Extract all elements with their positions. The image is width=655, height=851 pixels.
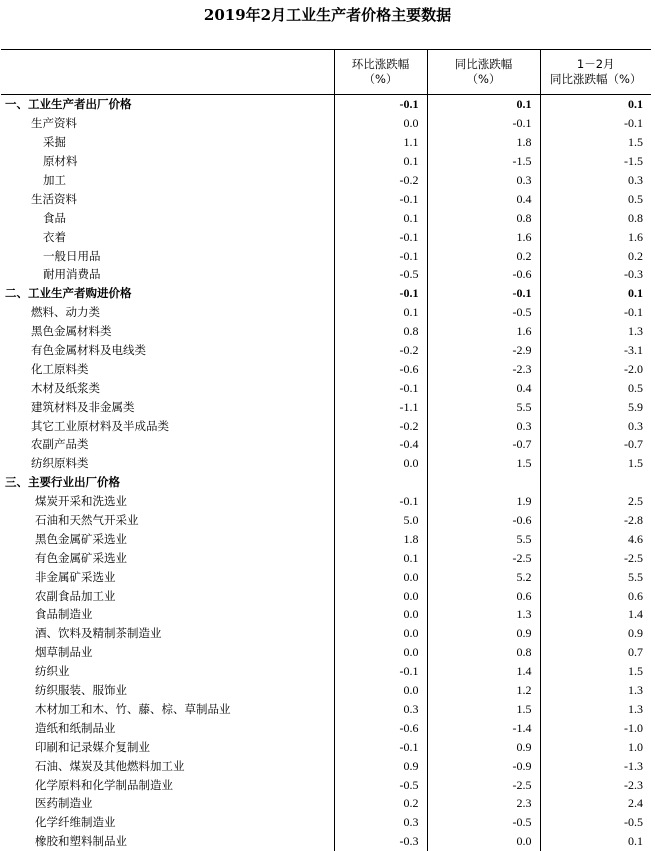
row-label: 其它工业原材料及半成品类 [31,418,169,433]
row-label: 二、工业生产者购进价格 [5,286,132,301]
mom-value [334,473,427,492]
table-row [1,511,651,530]
row-label: 医药制造业 [35,796,93,811]
table-row [1,416,651,435]
table-body [1,95,651,851]
yoy-value: 5.2 [427,567,540,586]
yoy-value: -2.3 [427,359,540,378]
table-row [1,189,651,208]
yoy-value: 0.9 [427,737,540,756]
ytd-value: -1.3 [540,756,651,775]
ytd-value: -0.7 [540,435,651,454]
table-row [1,586,651,605]
mom-value: 0.0 [334,643,427,662]
mom-value: -0.5 [334,265,427,284]
yoy-value: 0.6 [427,586,540,605]
row-label: 食品 [43,210,66,225]
mom-value: 0.0 [334,567,427,586]
mom-value: 0.0 [334,454,427,473]
ytd-value: 4.6 [540,529,651,548]
mom-value: 0.0 [334,586,427,605]
table-row [1,133,651,152]
row-label: 化学原料和化学制品制造业 [35,777,173,792]
ytd-value: -3.1 [540,341,651,360]
mom-value: -0.1 [334,95,427,114]
yoy-value: 2.3 [427,794,540,813]
yoy-value: 0.0 [427,832,540,851]
yoy-value: -2.5 [427,548,540,567]
row-label: 酒、饮料及精制茶制造业 [35,626,162,641]
table-row [1,492,651,511]
row-label: 纺织原料类 [31,456,89,471]
ytd-value: -1.5 [540,152,651,171]
header-ytd-label: 1－2月 [576,57,615,71]
table-row [1,718,651,737]
mom-value: 0.1 [334,152,427,171]
mom-value: -0.2 [334,171,427,190]
table-row [1,473,651,492]
row-label: 煤炭开采和洗选业 [35,494,127,509]
yoy-value: 0.1 [427,95,540,114]
yoy-value: 1.3 [427,605,540,624]
yoy-value: -0.5 [427,813,540,832]
row-label: 黑色金属材料类 [31,324,112,339]
mom-value: -0.1 [334,227,427,246]
mom-value: -0.1 [334,246,427,265]
ytd-value: 2.5 [540,492,651,511]
ytd-value: 0.5 [540,189,651,208]
yoy-value: -0.1 [427,284,540,303]
mom-value: 5.0 [334,511,427,530]
mom-value: -0.5 [334,775,427,794]
yoy-value: 0.4 [427,189,540,208]
row-label: 石油和天然气开采业 [35,513,139,528]
ytd-value: 1.3 [540,700,651,719]
header-yoy-unit: （%） [466,72,501,86]
header-yoy [427,50,540,95]
ytd-value: 1.5 [540,133,651,152]
header-yoy-label: 同比涨跌幅 [454,57,513,71]
mom-value: 0.0 [334,624,427,643]
yoy-value: 0.3 [427,171,540,190]
yoy-value: -0.5 [427,303,540,322]
row-label: 造纸和纸制品业 [35,720,116,735]
ytd-value: 1.5 [540,454,651,473]
table-row [1,284,651,303]
table-row [1,95,651,114]
mom-value: -0.2 [334,416,427,435]
mom-value: -0.6 [334,359,427,378]
row-label: 木材及纸浆类 [31,380,100,395]
mom-value: 0.1 [334,548,427,567]
ytd-value [540,473,651,492]
table-row [1,171,651,190]
ytd-value: 0.1 [540,95,651,114]
row-label: 化学纤维制造业 [35,815,116,830]
table-row [1,529,651,548]
header-ytd [540,50,651,95]
row-label: 三、主要行业出厂价格 [5,475,120,490]
row-label: 衣着 [43,229,66,244]
mom-value: 0.8 [334,322,427,341]
table-row [1,832,651,851]
table-row [1,624,651,643]
yoy-value: -0.6 [427,511,540,530]
mom-value: 0.1 [334,208,427,227]
table-row [1,567,651,586]
yoy-value: -2.5 [427,775,540,794]
yoy-value: 1.6 [427,227,540,246]
ytd-value: -1.0 [540,718,651,737]
yoy-value: -0.1 [427,114,540,133]
row-label: 农副产品类 [31,437,89,452]
mom-value: -0.1 [334,662,427,681]
table-row [1,303,651,322]
ytd-value: 0.6 [540,586,651,605]
yoy-value: 0.8 [427,643,540,662]
header-ytd-unit: 同比涨跌幅（%） [550,72,642,86]
table-row [1,322,651,341]
mom-value: 0.1 [334,303,427,322]
yoy-value: -2.9 [427,341,540,360]
table-row [1,397,651,416]
row-label: 一、工业生产者出厂价格 [5,97,132,112]
ytd-value: -0.1 [540,303,651,322]
table-row [1,265,651,284]
mom-value: 1.1 [334,133,427,152]
table-row [1,737,651,756]
ytd-value: 0.3 [540,416,651,435]
yoy-value: 5.5 [427,529,540,548]
yoy-value: -0.6 [427,265,540,284]
row-label: 纺织服装、服饰业 [35,683,127,698]
ytd-value: 0.9 [540,624,651,643]
table-row [1,246,651,265]
yoy-value: 1.6 [427,322,540,341]
ytd-value: -2.8 [540,511,651,530]
yoy-value: -1.5 [427,152,540,171]
table-row [1,605,651,624]
ytd-value: 0.1 [540,832,651,851]
ytd-value: -2.0 [540,359,651,378]
mom-value: -0.1 [334,737,427,756]
table-row [1,681,651,700]
ytd-value: 0.8 [540,208,651,227]
mom-value: 0.9 [334,756,427,775]
table-row [1,662,651,681]
yoy-value: -0.9 [427,756,540,775]
mom-value: -0.1 [334,492,427,511]
ytd-value: 5.5 [540,567,651,586]
yoy-value: 1.9 [427,492,540,511]
ytd-value: -0.5 [540,813,651,832]
mom-value: 0.0 [334,605,427,624]
page-title: 2019年2月工业生产者价格主要数据 [203,6,452,24]
row-label: 农副食品加工业 [35,588,116,603]
row-label: 有色金属材料及电线类 [31,343,146,358]
table-row [1,435,651,454]
mom-value: 0.3 [334,700,427,719]
ytd-value: -0.3 [540,265,651,284]
table-header-row [1,50,651,95]
yoy-value: 1.2 [427,681,540,700]
ytd-value: 1.3 [540,322,651,341]
row-label: 生活资料 [31,191,77,206]
yoy-value: -1.4 [427,718,540,737]
row-label: 一般日用品 [43,248,101,263]
mom-value: -0.1 [334,284,427,303]
ytd-value: 0.3 [540,171,651,190]
row-label: 非金属矿采选业 [35,569,116,584]
mom-value: -0.1 [334,378,427,397]
ytd-value: 2.4 [540,794,651,813]
table-row [1,643,651,662]
mom-value: 0.0 [334,681,427,700]
ytd-value: 1.3 [540,681,651,700]
row-label: 耐用消费品 [43,267,101,282]
ytd-value: 1.5 [540,662,651,681]
row-label: 生产资料 [31,116,77,131]
row-label: 黑色金属矿采选业 [35,531,127,546]
table-row [1,227,651,246]
table-row [1,378,651,397]
mom-value: 0.0 [334,114,427,133]
table-row [1,756,651,775]
ytd-value: 1.4 [540,605,651,624]
table-row [1,794,651,813]
row-label: 采掘 [43,135,66,150]
yoy-value: 1.5 [427,454,540,473]
row-label: 化工原料类 [31,361,89,376]
yoy-value: 0.3 [427,416,540,435]
table-row [1,700,651,719]
table-row [1,813,651,832]
ytd-value: 0.5 [540,378,651,397]
table-row [1,208,651,227]
price-data-table [1,49,651,851]
mom-value: -0.3 [334,832,427,851]
row-label: 有色金属矿采选业 [35,550,127,565]
ytd-value: 1.6 [540,227,651,246]
mom-value: -0.4 [334,435,427,454]
row-label: 橡胶和塑料制品业 [35,834,127,849]
row-label: 加工 [43,173,66,187]
mom-value: -1.1 [334,397,427,416]
yoy-value: 5.5 [427,397,540,416]
table-row [1,341,651,360]
table-row [1,775,651,794]
mom-value: 0.3 [334,813,427,832]
row-label: 木材加工和木、竹、藤、棕、草制品业 [35,701,231,716]
ytd-value: -2.3 [540,775,651,794]
mom-value: -0.6 [334,718,427,737]
ytd-value: -2.5 [540,548,651,567]
table-row [1,114,651,133]
row-label: 印刷和记录媒介复制业 [35,739,150,754]
row-label: 纺织业 [35,664,70,679]
yoy-value: 1.4 [427,662,540,681]
row-label: 燃料、动力类 [31,305,100,320]
header-item [1,50,334,95]
ytd-value: 0.1 [540,284,651,303]
ytd-value: 1.0 [540,737,651,756]
yoy-value [427,473,540,492]
table-row [1,548,651,567]
row-label: 食品制造业 [35,607,93,622]
ytd-value: -0.1 [540,114,651,133]
row-label: 石油、煤炭及其他燃料加工业 [35,758,185,773]
mom-value: -0.1 [334,189,427,208]
ytd-value: 5.9 [540,397,651,416]
header-mom [334,50,427,95]
yoy-value: 0.8 [427,208,540,227]
yoy-value: 0.9 [427,624,540,643]
table-row [1,359,651,378]
header-mom-unit: （%） [363,72,398,86]
row-label: 烟草制品业 [35,645,93,660]
ytd-value: 0.2 [540,246,651,265]
yoy-value: -0.7 [427,435,540,454]
table-row [1,454,651,473]
yoy-value: 1.5 [427,700,540,719]
header-mom-label: 环比涨跌幅 [351,57,410,71]
yoy-value: 0.2 [427,246,540,265]
mom-value: 1.8 [334,529,427,548]
yoy-value: 1.8 [427,133,540,152]
row-label: 建筑材料及非金属类 [31,399,135,414]
mom-value: 0.2 [334,794,427,813]
mom-value: -0.2 [334,341,427,360]
ytd-value: 0.7 [540,643,651,662]
table-row [1,152,651,171]
row-label: 原材料 [43,154,78,169]
yoy-value: 0.4 [427,378,540,397]
